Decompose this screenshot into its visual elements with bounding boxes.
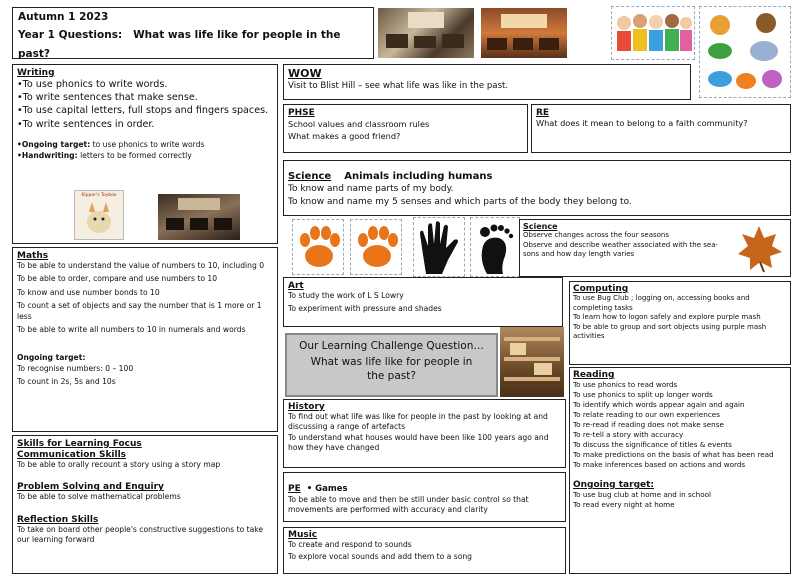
music-item: To explore vocal sounds and add them to a song — [288, 552, 472, 562]
writing-item: •To write sentences that make sense. — [17, 92, 198, 104]
reading-item: To re-tell a story with accuracy — [573, 430, 684, 439]
communication-skills-text: To be able to orally recount a story using a story map — [17, 460, 221, 469]
reading-item: To re-read if reading does not make sense — [573, 420, 724, 429]
phse-title: PHSE — [288, 108, 315, 118]
computing-title: Computing — [573, 284, 629, 294]
writing-item: •To write sentences in order. — [17, 118, 155, 130]
maths-item: To be able to order, compare and use numbers to 10 — [17, 274, 218, 284]
maths-title: Maths — [17, 251, 49, 261]
learning-challenge-title: Our Learning Challenge Question… — [299, 340, 484, 352]
reading-ongoing-item: To use bug club at home and in school — [573, 490, 712, 499]
maths-ongoing-title: Ongoing target: — [17, 353, 86, 363]
music-item: To create and respond to sounds — [288, 540, 412, 549]
music-title: Music — [288, 530, 318, 540]
reading-title: Reading — [573, 370, 615, 380]
year-label: Year 1 Questions: — [18, 29, 123, 41]
reflection-skills-text: To take on board other people's constructive suggestions to take our learning forward — [17, 524, 264, 545]
victorian-classroom-photo — [378, 8, 474, 58]
history-title: History — [288, 402, 325, 412]
handwriting-text: letters to be formed correctly — [80, 150, 192, 160]
reading-ongoing-title: Ongoing target: — [573, 480, 655, 490]
term-title: Autumn 1 2023 — [18, 11, 109, 23]
reading-panel — [569, 367, 791, 574]
old-schoolroom-photo — [481, 8, 567, 58]
wow-text: Visit to Blist Hill – see what life was like in the past. — [288, 81, 509, 91]
writing-item: •To use phonics to write words. — [17, 79, 168, 90]
reading-ongoing-item: To read every night at home — [573, 500, 675, 509]
writing-ongoing-label: •Ongoing target: — [17, 139, 91, 149]
phse-item: School values and classroom rules — [288, 119, 430, 129]
writing-item: •To use capital letters, full stops and fingers spaces. — [17, 105, 269, 117]
art-panel — [283, 277, 563, 327]
writing-ongoing-text: to use phonics to write words — [92, 139, 205, 149]
header-box — [12, 7, 374, 59]
book-cover-title: Kipper's Toybox — [81, 193, 117, 198]
science-topic: Animals including humans — [344, 171, 493, 182]
computing-item: To be able to group and sort objects using purple mash activities — [573, 322, 767, 341]
wow-title: WOW — [288, 67, 322, 80]
history-item: To understand what houses would have been like 100 years ago and how they have changed — [288, 432, 549, 453]
re-panel — [531, 104, 791, 153]
reading-item: To identify which words appear again and again — [573, 400, 745, 409]
science-item: To know and name my 5 senses and which parts of the body they belong to. — [288, 197, 632, 208]
seasons-science-title: Science — [523, 222, 558, 231]
handwriting-label: •Handwriting: — [17, 150, 78, 160]
seasons-science-item: Observe changes across the four seasons — [523, 231, 670, 239]
problem-solving-text: To be able to solve mathematical problems — [17, 492, 181, 502]
black-footprint-icon — [473, 220, 519, 276]
science-title: Science — [288, 171, 332, 182]
maths-item: To count a set of objects and say the number that is 1 more or 1 less — [17, 301, 262, 321]
seasons-science-item: sons and how day length varies — [523, 250, 635, 258]
art-item: To study the work of L S Lowry — [288, 291, 404, 300]
black-hand-icon — [416, 220, 464, 276]
reading-item: To make predictions on the basis of what has been read — [573, 450, 774, 459]
orange-paw-icon — [354, 222, 400, 272]
pe-title: PE — [288, 484, 301, 494]
cartoon-animals-image — [702, 9, 788, 95]
re-title: RE — [536, 108, 550, 118]
reading-item: To make inferences based on actions and words — [573, 460, 746, 469]
children-photo — [614, 9, 692, 57]
computing-panel — [569, 281, 791, 365]
science-item: To know and name parts of my body. — [288, 184, 454, 194]
computing-item: To use Bug Club ; logging on, accessing books and completing tasks — [573, 294, 750, 312]
art-title: Art — [288, 281, 304, 291]
skills-panel — [12, 435, 278, 574]
autumn-leaf-icon — [734, 222, 784, 274]
pe-subtitle: • Games — [306, 484, 348, 494]
science-panel — [283, 160, 791, 216]
pe-panel — [283, 472, 566, 522]
learning-challenge-question: What was life like for people in the past? — [310, 356, 473, 382]
reading-item: To discuss the significance of titles & events — [573, 440, 732, 449]
wow-panel — [283, 64, 691, 100]
maths-item: To know and use number bonds to 10 — [17, 287, 160, 297]
maths-ongoing-item: To recognise numbers: 0 – 100 — [17, 363, 134, 373]
classroom-photo — [158, 194, 240, 240]
computing-item: To learn how to logon safely and explore purple mash — [573, 313, 761, 322]
header-question: What was life like for people in the past? — [18, 29, 341, 59]
reading-item: To relate reading to our own experiences — [573, 410, 720, 419]
book-cover-image — [74, 190, 124, 240]
learning-challenge-panel — [285, 333, 498, 397]
pe-text: To be able to move and then be still under basic control so that movements are performed with accuracy and clarity — [288, 495, 529, 515]
skills-title: Skills for Learning Focus — [17, 439, 142, 449]
reading-item: To use phonics to read words — [573, 380, 678, 389]
maths-ongoing-item: To count in 2s, 5s and 10s — [17, 377, 116, 387]
art-item: To experiment with pressure and shades — [288, 304, 442, 314]
problem-solving-title: Problem Solving and Enquiry — [17, 482, 164, 493]
phse-item: What makes a good friend? — [288, 131, 401, 141]
wooden-shelves-photo — [500, 327, 564, 397]
music-panel — [283, 527, 566, 574]
communication-skills-title: Communication Skills — [17, 450, 127, 460]
reflection-skills-title: Reflection Skills — [17, 514, 99, 525]
seasons-science-item: Observe and describe weather associated with the sea- — [523, 240, 719, 249]
reading-item: To use phonics to split up longer words — [573, 390, 713, 399]
phse-panel — [283, 104, 528, 153]
history-panel — [283, 399, 566, 468]
maths-item: To be able to write all numbers to 10 in numerals and words — [17, 325, 246, 335]
maths-item: To be able to understand the value of numbers to 10, including 0 — [17, 261, 265, 270]
history-item: To find out what life was like for people in the past by looking at and discussing a range of artefacts — [288, 412, 548, 432]
orange-paw-icon — [296, 222, 342, 272]
re-text: What does it mean to belong to a faith community? — [536, 118, 748, 128]
maths-panel — [12, 247, 278, 432]
writing-title: Writing — [17, 68, 55, 78]
